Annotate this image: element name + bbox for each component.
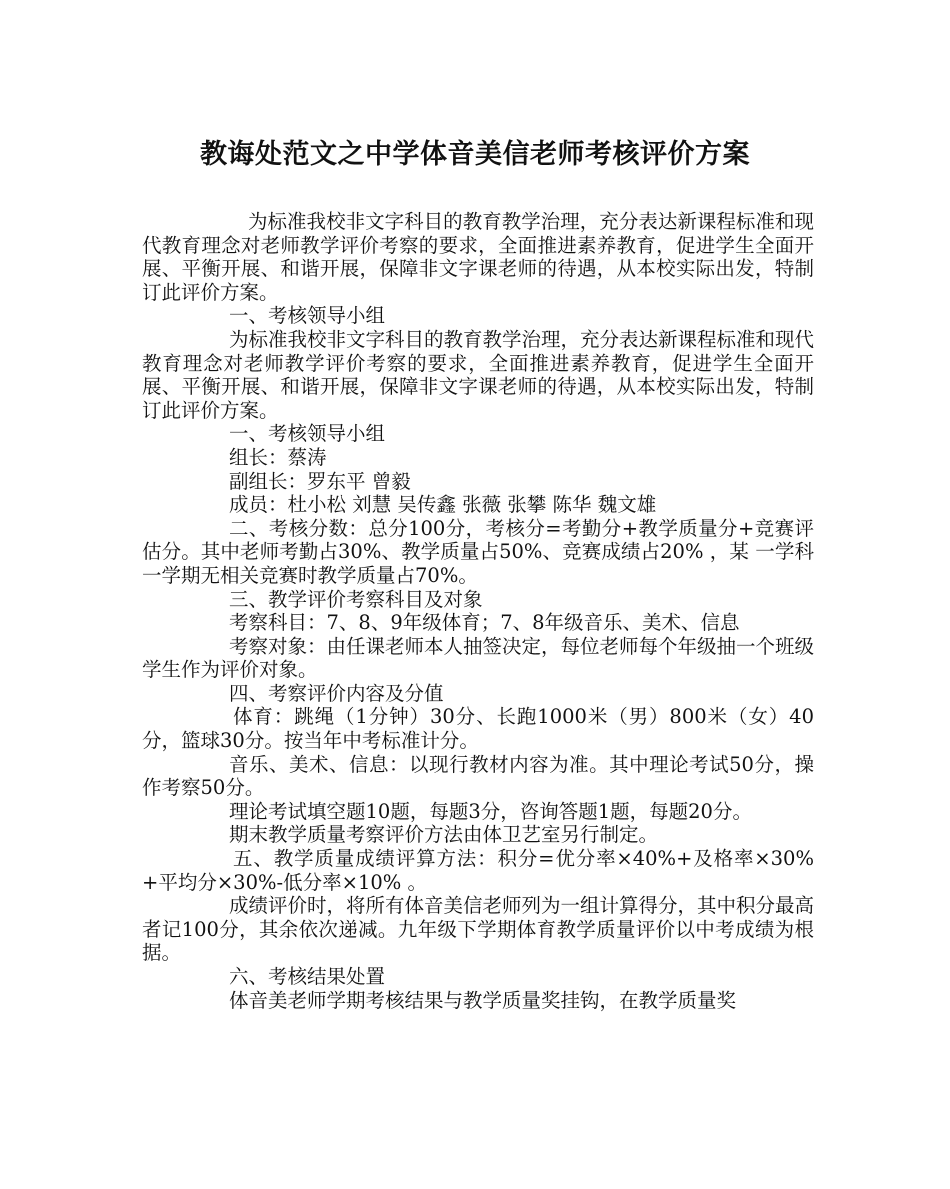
section-heading: 三、教学评价考察科目及对象 <box>229 587 483 611</box>
deputy-line: 副组长：罗东平 曾毅 <box>229 469 411 493</box>
document-body <box>142 210 814 1012</box>
score-paragraph: 二、考核分数：总分100分，考核分=考勤分+教学质量分+竞赛评估分。其中老师考勤占30%、教学质量占50%、竞赛成绩占20% ，某 一学科一学期无相关竞赛时教学质量占70%。 <box>142 516 814 587</box>
paragraph-intro-repeat: 为标准我校非文字科目的教育教学治理，充分表达新课程标准和现代教育理念对老师教学评价考察的要求，全面推进素养教育，促进学生全面开展、平衡开展、和谐开展，保障非文字课老师的待遇，从本校实际出发，特制订此评价方案。 <box>142 327 815 422</box>
targets-paragraph: 考察对象：由任课老师本人抽签决定，每位老师每个年级抽一个班级学生作为评价对象。 <box>142 634 815 682</box>
theory-line: 理论考试填空题10题，每题3分，咨询答题1题，每题20分。 <box>229 799 752 823</box>
section-heading: 四、考察评价内容及分值 <box>229 681 444 705</box>
paragraph-intro: 为标准我校非文字科目的教育教学治理，充分表达新课程标准和现代教育理念对老师教学评价考察的要求，全面推进素养教育，促进学生全面开展、平衡开展、和谐开展，保障非文字课老师的待遇，从本校实际出发，特制订此评价方案。 <box>142 210 814 304</box>
result-paragraph: 体音美老师学期考核结果与教学质量奖挂钩，在教学质量奖 <box>229 988 737 1012</box>
members-line: 成员：杜小松 刘慧 吴传鑫 张薇 张攀 陈华 魏文雄 <box>229 493 657 517</box>
section-heading: 一、考核领导小组 <box>229 422 386 446</box>
leader-line: 组长：蔡涛 <box>229 445 327 469</box>
final-line: 期末教学质量考察评价方法由体卫艺室另行制定。 <box>229 823 659 847</box>
subjects-line: 考察科目：7、8、9年级体育；7、8年级音乐、美术、信息 <box>229 611 740 635</box>
ranking-paragraph: 成绩评价时，将所有体音美信老师列为一组计算得分，其中积分最高者记100分，其余依次递减。九年级下学期体育教学质量评价以中考成绩为根据。 <box>142 894 815 965</box>
section-heading: 一、考核领导小组 <box>229 304 386 328</box>
scoring-method-paragraph: 五、教学质量成绩评算方法：积分=优分率×40%+及格率×30%+平均分×30%-低分率×10% 。 <box>142 847 814 894</box>
section-heading: 六、考核结果处置 <box>229 965 386 988</box>
pe-paragraph: 体育：跳绳（1分钟）30分、长跑1000米（男）800米（女）40分，篮球30分。按当年中考标准计分。 <box>142 705 814 753</box>
document-title: 教诲处范文之中学体音美信老师考核评价方案 <box>200 139 750 170</box>
arts-paragraph: 音乐、美术、信息：以现行教材内容为准。其中理论考试50分，操作考察50分。 <box>142 752 814 800</box>
